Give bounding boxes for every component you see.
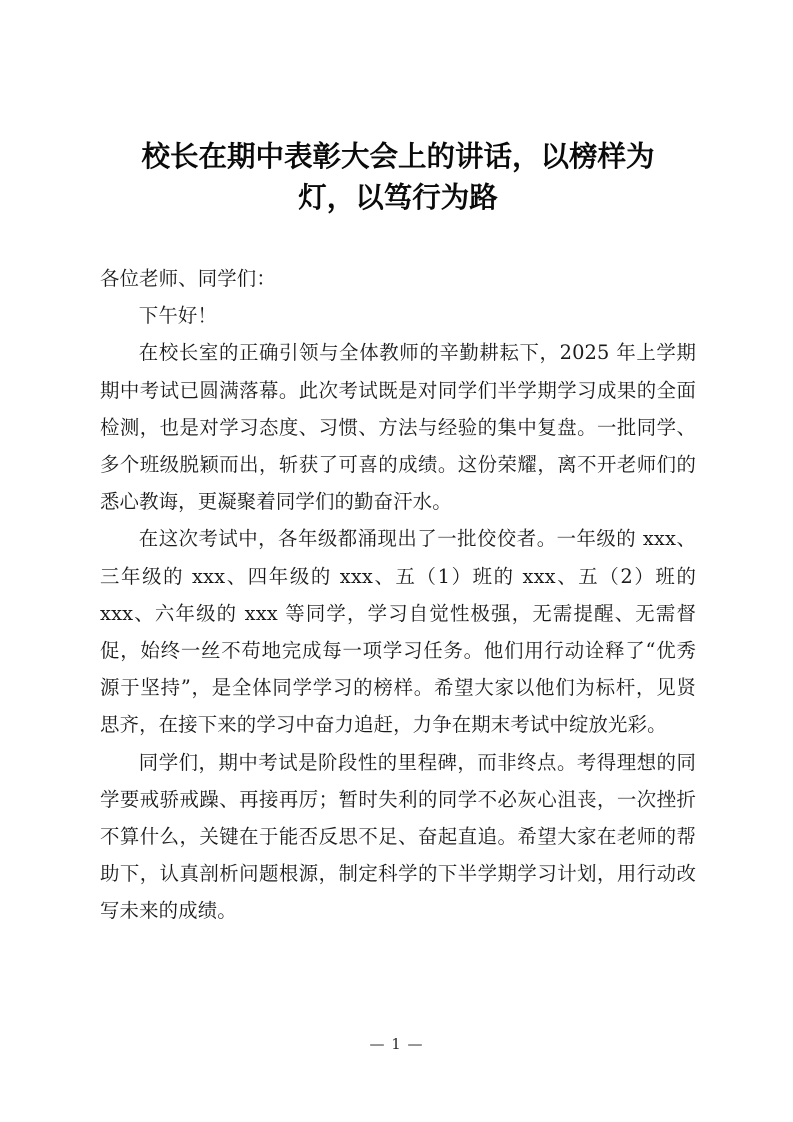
body-paragraph-2: 在这次考试中，各年级都涌现出了一批佼佼者。一年级的 xxx、三年级的 xxx、四年级的 xxx、五（1）班的 xxx、五（2）班的 xxx、六年级的 xxx 等同学，学习自觉性极强，无需提醒、无需督促，始终一丝不苟地完成每一项学习任务。他们用行动诠释了“优秀源于坚持”，是全体同学学习的榜样。希望大家以他们为标杆，见贤思齐，在接下来的学习中奋力追赶，力争在期末考试中绽放光彩。 (100, 527, 696, 737)
salutation-line: 各位老师、同学们： (100, 267, 276, 290)
page-title-line-1: 校长在期中表彰大会上的讲话，以榜样为 (141, 140, 655, 173)
document-body (100, 136, 696, 930)
body-paragraph-1: 在校长室的正确引领与全体教师的辛勤耕耘下，2025 年上学期期中考试已圆满落幕。此次考试既是对同学们半学期学习成果的全面检测，也是对学习态度、习惯、方法与经验的集中复盘。一批同学、多个班级脱颖而出，斩获了可喜的成绩。这份荣耀，离不开老师们的悉心教诲，更凝聚着同学们的勤奋汗水。 (100, 341, 696, 514)
page-number-footer: — 1 — (369, 1035, 424, 1053)
page-title-line-2: 灯，以笃行为路 (298, 181, 498, 214)
document-title-block (100, 136, 696, 218)
body-paragraph-3: 同学们，期中考试是阶段性的里程碑，而非终点。考得理想的同学要戒骄戒躁、再接再厉；暂时失利的同学不必灰心沮丧，一次挫折不算什么，关键在于能否反思不足、奋起直追。希望大家在老师的帮助下，认真剖析问题根源，制定科学的下半学期学习计划，用行动改写未来的成绩。 (100, 750, 696, 923)
greeting-line: 下午好！ (138, 304, 217, 328)
